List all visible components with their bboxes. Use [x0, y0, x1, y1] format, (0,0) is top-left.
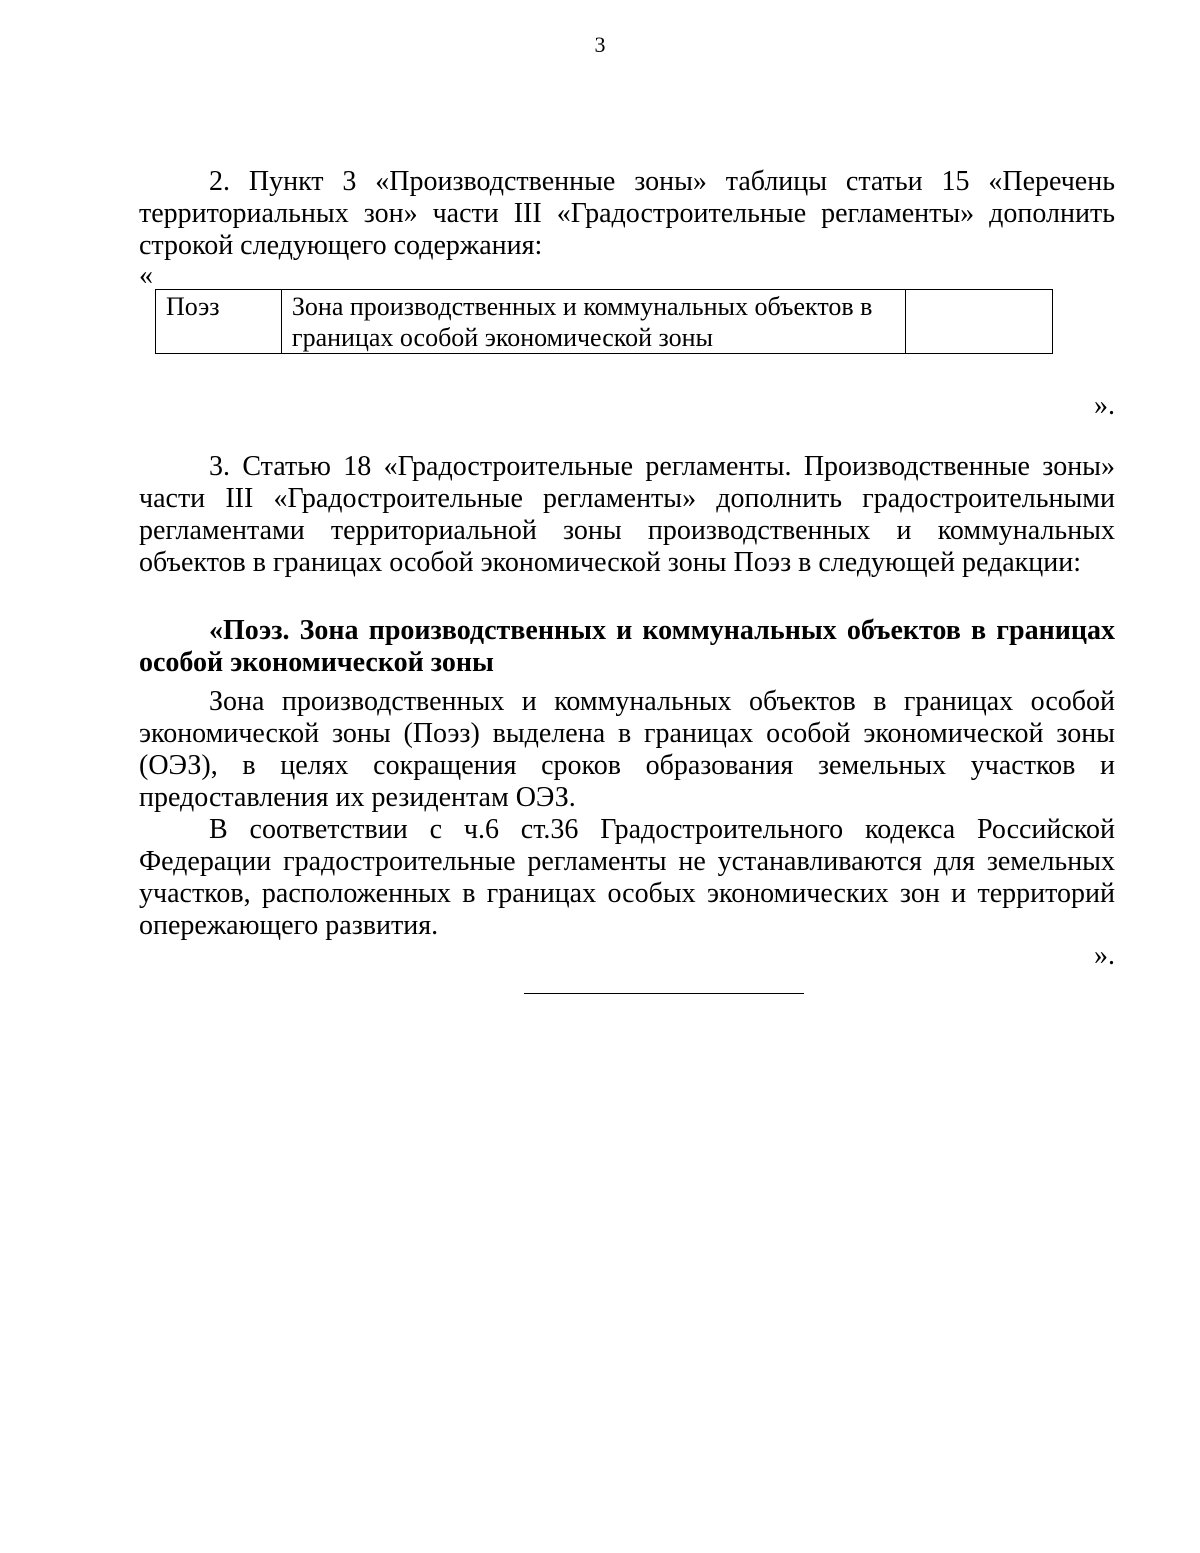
table-row: [156, 290, 1053, 354]
zone-description-cell: Зона производственных и коммунальных объектов в границах особой экономической зоны: [281, 290, 905, 354]
page-number: 3: [594, 32, 606, 57]
paragraph-3: 3. Статью 18 «Градостроительные регламенты. Производственные зоны» части III «Градостроительные регламенты» дополнить градостроительными регламентами территориальной зоны производственных и коммунальных объектов в границах особой экономической зоны Поэз в следующей редакции:: [139, 451, 1115, 578]
paragraph-2: 2. Пункт 3 «Производственные зоны» таблицы статьи 15 «Перечень территориальных зон» части III «Градостроительные регламенты» дополнить строкой следующего содержания:: [139, 166, 1115, 261]
closing-quote-1: ».: [1094, 390, 1115, 421]
paragraph-5: В соответствии с ч.6 ст.36 Градостроительного кодекса Российской Федерации градостроительные регламенты не устанавливаются для земельных участков, расположенных в границах особых экономических зон и территорий опережающего развития.: [139, 814, 1115, 941]
paragraph-4: Зона производственных и коммунальных объектов в границах особой экономической зоны (Поэз) выделена в границах особой экономической зоны (ОЭЗ), в целях сокращения сроков образования земельных участков и предоставления их резидентам ОЭЗ.: [139, 686, 1115, 813]
zone-code-cell: Поэз: [156, 290, 282, 354]
section-heading: «Поэз. Зона производственных и коммунальных объектов в границах особой экономической зоны: [139, 615, 1115, 678]
opening-quote: «: [139, 260, 153, 291]
closing-quote-2: ».: [1094, 940, 1115, 971]
end-rule: [524, 993, 804, 994]
zone-empty-cell: [906, 290, 1053, 354]
zone-table: [155, 289, 1053, 354]
